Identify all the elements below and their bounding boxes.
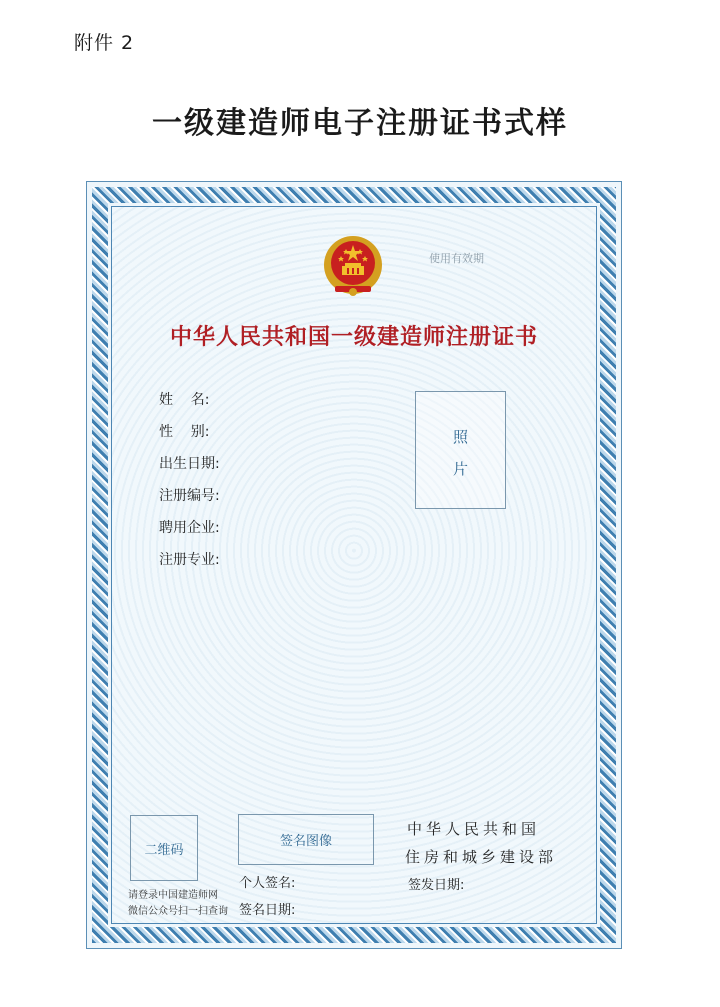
field-gender-label: 性 别:	[159, 424, 210, 440]
qr-note-line1: 请登录中国建造师网	[128, 890, 218, 901]
signature-image-label: 签名图像	[279, 834, 332, 849]
issuer-line1: 中华人民共和国	[407, 820, 541, 838]
certificate-fields	[159, 390, 220, 582]
field-registration-number-label: 注册编号:	[159, 488, 220, 504]
document-title: 一级建造师电子注册证书式样	[152, 106, 568, 141]
personal-signature-label: 个人签名:	[239, 876, 296, 891]
qr-code-placeholder	[130, 815, 198, 881]
qr-note-line2: 微信公众号扫一扫查询	[128, 906, 228, 917]
attachment-label: 附件 2	[74, 32, 135, 54]
photo-label-line2: 片	[452, 460, 468, 478]
issuer-line2: 住房和城乡建设部	[405, 848, 558, 866]
signature-date-label: 签名日期:	[239, 903, 296, 918]
field-specialty-label: 注册专业:	[159, 552, 220, 568]
signature-image-placeholder	[238, 814, 374, 865]
national-emblem-icon	[321, 234, 385, 300]
field-birthdate-label: 出生日期:	[159, 456, 220, 472]
certificate	[86, 181, 622, 949]
field-name-label: 姓 名:	[159, 392, 210, 408]
issue-date-label: 签发日期:	[408, 878, 465, 893]
photo-placeholder	[415, 391, 506, 509]
field-employer-label: 聘用企业:	[159, 520, 220, 536]
photo-label-line1: 照	[452, 428, 468, 446]
certificate-title: 中华人民共和国一级建造师注册证书	[169, 325, 538, 350]
validity-period-label: 使用有效期	[429, 252, 484, 265]
qr-code-label: 二维码	[144, 842, 184, 858]
